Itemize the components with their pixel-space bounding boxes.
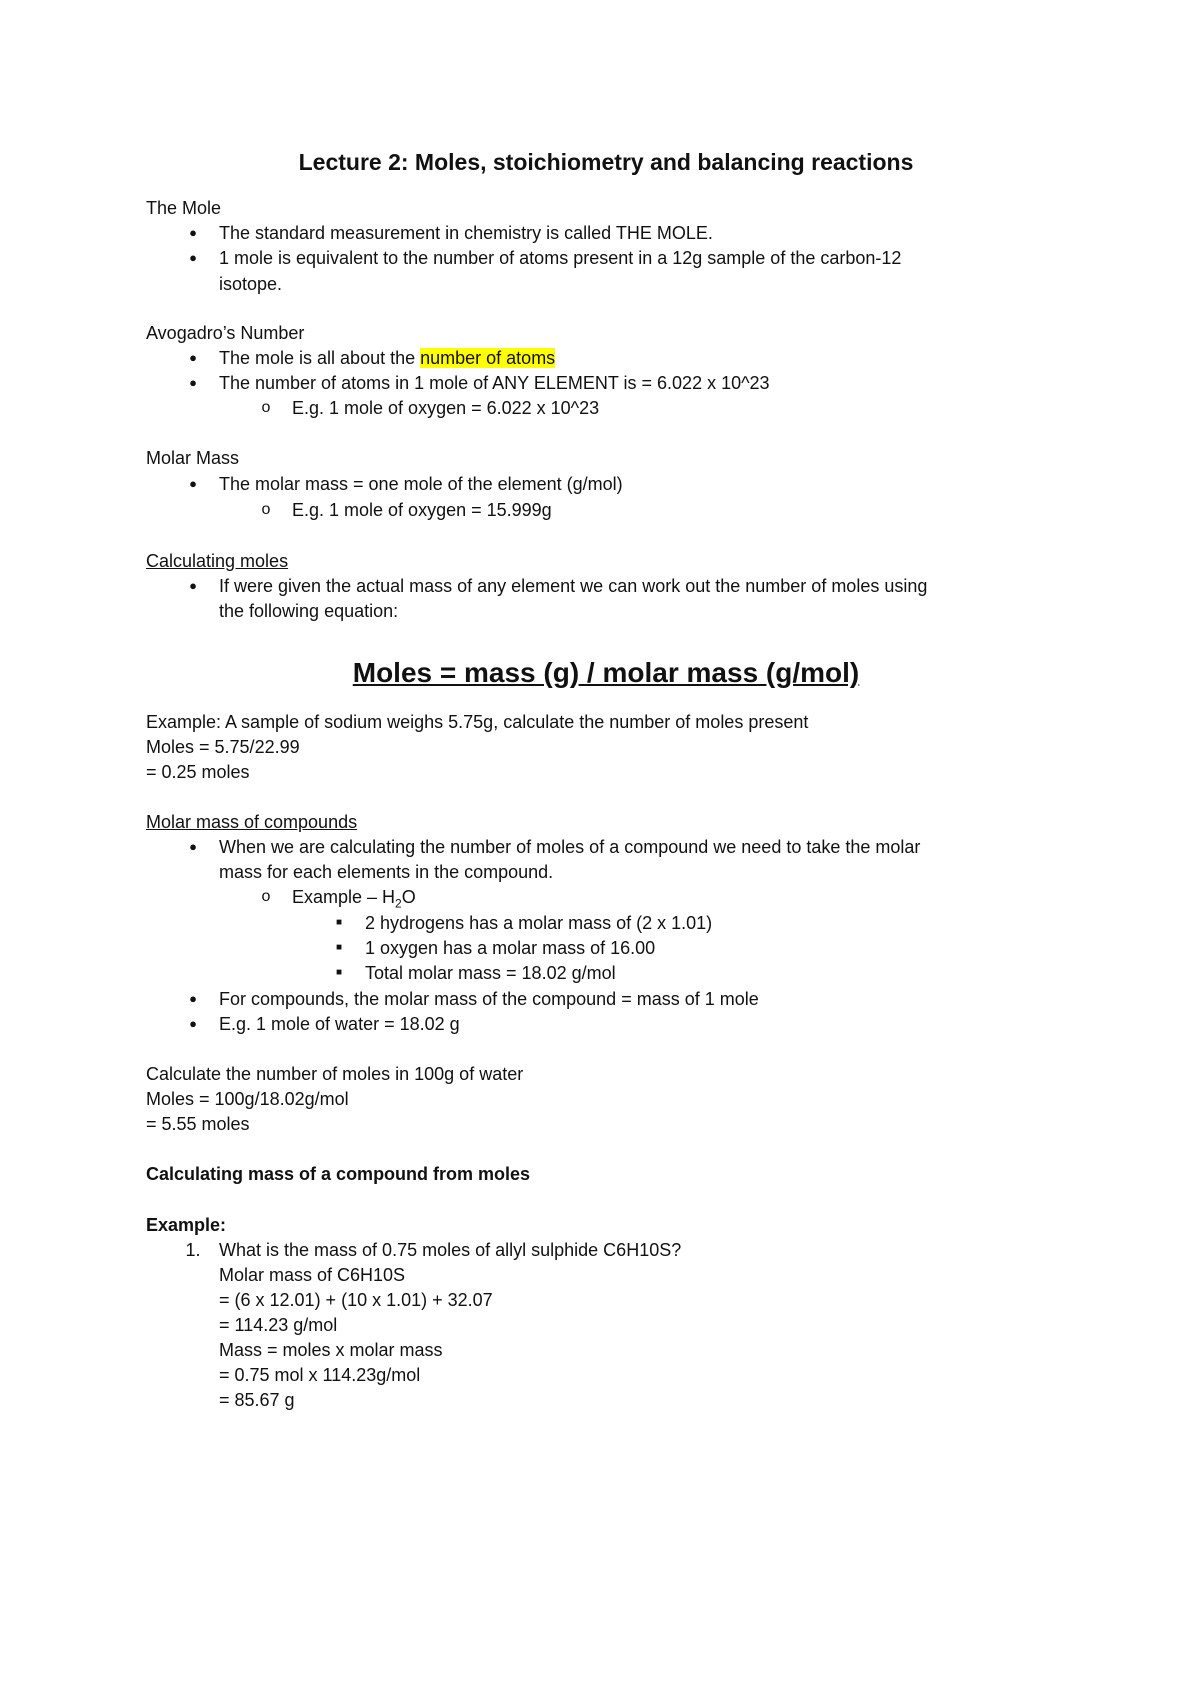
example-text: Moles = 5.75/22.99	[146, 737, 300, 757]
sub-list-item	[261, 886, 416, 911]
item-number: 1.	[185, 1240, 201, 1260]
list-item-continuation: the following equation:	[219, 601, 399, 621]
list-item	[189, 988, 759, 1010]
calculation-line: = 114.23 g/mol	[219, 1315, 338, 1335]
list-item-text: O	[401, 887, 416, 907]
list-item-text: The molar mass = one mole of the element (g/mol)	[219, 474, 623, 494]
bullet-icon: ●	[189, 1016, 197, 1031]
list-item	[189, 247, 902, 269]
calculation-line: Molar mass of C6H10S	[219, 1265, 406, 1285]
list-item-text: The standard measurement in chemistry is called THE MOLE.	[219, 223, 713, 243]
sub-sub-list-item	[335, 962, 616, 984]
list-item	[189, 836, 921, 858]
list-item-text: If were given the actual mass of any element we can work out the number of moles using	[219, 576, 928, 596]
list-item-text: For compounds, the molar mass of the compound = mass of 1 mole	[219, 989, 759, 1009]
list-item	[189, 1013, 460, 1035]
calculation-line: = 0.75 mol x 114.23g/mol	[219, 1365, 421, 1385]
section-heading-molar-mass: Molar Mass	[146, 448, 240, 468]
page-title: Lecture 2: Moles, stoichiometry and balancing reactions	[298, 149, 914, 175]
list-item-text: E.g. 1 mole of oxygen = 15.999g	[292, 500, 552, 520]
list-item	[189, 372, 770, 394]
list-item-continuation: isotope.	[219, 274, 283, 294]
bullet-icon: ●	[189, 991, 197, 1006]
list-item-text: The number of atoms in 1 mole of ANY ELEMENT is = 6.022 x 10^23	[219, 373, 770, 393]
list-item-text: The mole is all about the	[219, 348, 421, 368]
bullet-icon: ●	[189, 350, 197, 365]
section-heading-calculating-mass: Calculating mass of a compound from moles	[146, 1164, 531, 1184]
list-item-text: Total molar mass = 18.02 g/mol	[365, 963, 616, 983]
circle-bullet-icon: o	[261, 888, 271, 905]
list-item	[189, 222, 713, 244]
bullet-icon: ●	[189, 250, 197, 265]
example-text: Calculate the number of moles in 100g of water	[146, 1064, 524, 1084]
sub-sub-list-item	[335, 937, 656, 959]
bullet-icon: ●	[189, 375, 197, 390]
sub-list-item	[261, 499, 552, 521]
square-bullet-icon: ■	[335, 917, 343, 928]
example-text: = 5.55 moles	[146, 1114, 250, 1134]
moles-equation: Moles = mass (g) / molar mass (g/mol)	[352, 657, 860, 688]
bullet-icon: ●	[189, 839, 197, 854]
example-text: = 0.25 moles	[146, 762, 250, 782]
list-item-text: What is the mass of 0.75 moles of allyl sulphide C6H10S?	[219, 1240, 682, 1260]
list-item-text: 1 mole is equivalent to the number of atoms present in a 12g sample of the carbon-12	[219, 248, 902, 268]
subscript: 2	[395, 896, 402, 911]
bullet-icon: ●	[189, 578, 197, 593]
list-item	[189, 473, 623, 495]
example-label: Example:	[146, 1215, 227, 1235]
section-heading-mole: The Mole	[146, 198, 222, 218]
sub-sub-list-item	[335, 912, 713, 934]
square-bullet-icon: ■	[335, 942, 343, 953]
highlighted-text: number of atoms	[420, 348, 556, 368]
example-text: Moles = 100g/18.02g/mol	[146, 1089, 349, 1109]
list-item-text: Example – H	[292, 887, 396, 907]
square-bullet-icon: ■	[335, 967, 343, 978]
list-item-continuation: mass for each elements in the compound.	[219, 862, 554, 882]
section-heading-calculating-moles: Calculating moles	[146, 551, 289, 571]
list-item-text: 2 hydrogens has a molar mass of (2 x 1.01)	[365, 913, 713, 933]
numbered-item	[185, 1239, 682, 1261]
list-item-text: When we are calculating the number of moles of a compound we need to take the molar	[219, 837, 921, 857]
bullet-icon: ●	[189, 476, 197, 491]
calculation-line: = (6 x 12.01) + (10 x 1.01) + 32.07	[219, 1290, 493, 1310]
section-heading-avogadro: Avogadro’s Number	[146, 323, 305, 343]
sub-list-item	[261, 397, 600, 419]
list-item	[189, 575, 928, 597]
list-item-text: E.g. 1 mole of water = 18.02 g	[219, 1014, 460, 1034]
list-item-text: 1 oxygen has a molar mass of 16.00	[365, 938, 656, 958]
calculation-line: = 85.67 g	[219, 1390, 295, 1410]
section-heading-compounds: Molar mass of compounds	[146, 812, 358, 832]
circle-bullet-icon: o	[261, 501, 271, 518]
circle-bullet-icon: o	[261, 399, 271, 416]
list-item	[189, 347, 556, 369]
bullet-icon: ●	[189, 225, 197, 240]
list-item-text: E.g. 1 mole of oxygen = 6.022 x 10^23	[292, 398, 600, 418]
example-text: Example: A sample of sodium weighs 5.75g, calculate the number of moles present	[146, 712, 809, 732]
calculation-line: Mass = moles x molar mass	[219, 1340, 443, 1360]
